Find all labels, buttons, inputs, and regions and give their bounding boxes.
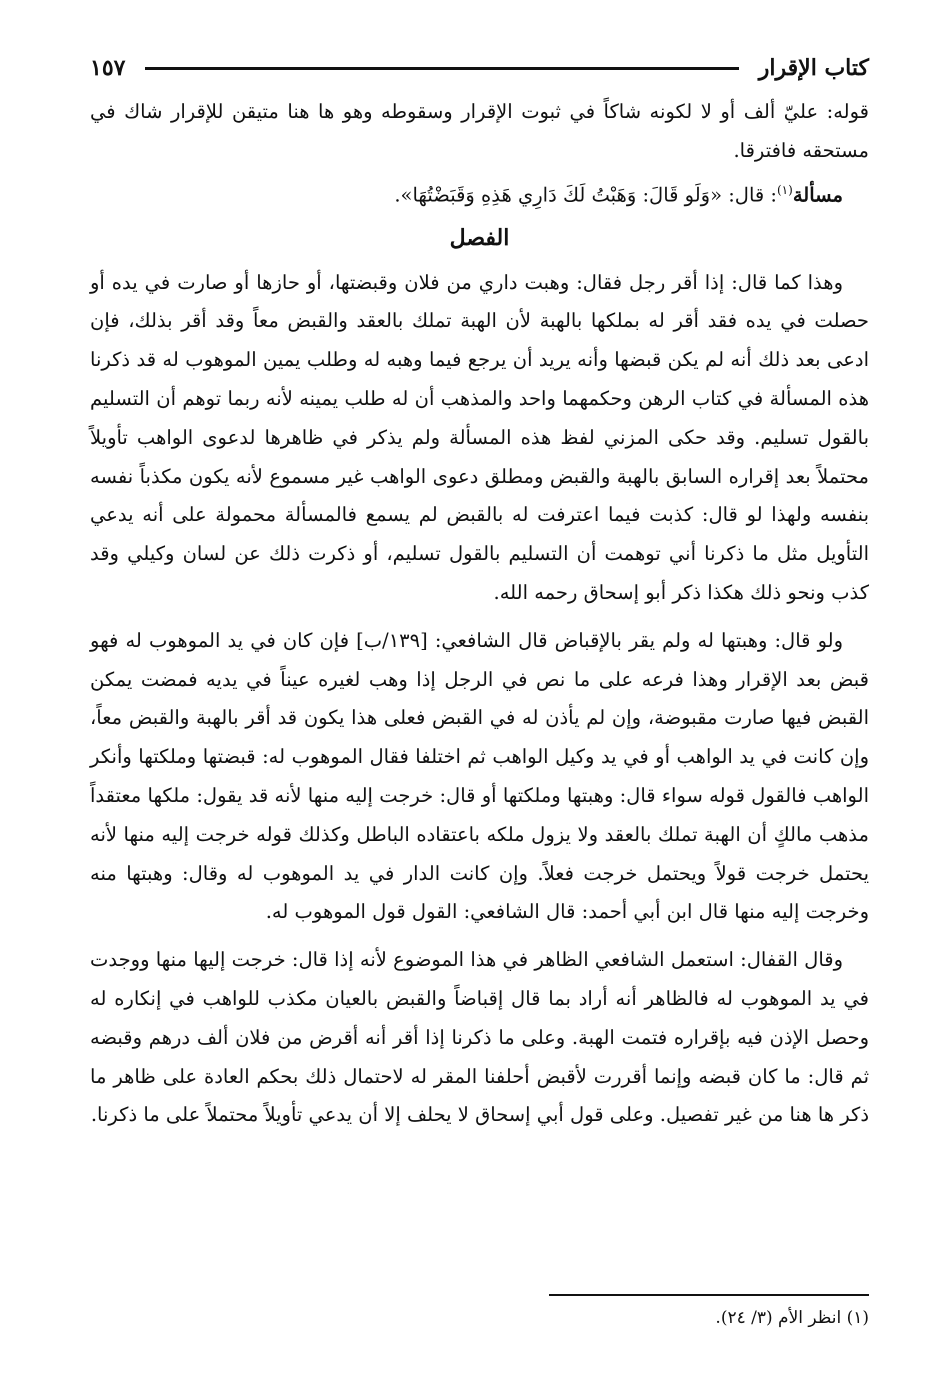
paragraph: وقال القفال: استعمل الشافعي الظاهر في هذا الموضوع لأنه إذا قال: خرجت إليها منها ووجدت في يد الموهوب له فالظاهر أنه أراد بما قال إقباضاً والقبض بالعيان مكذب للواهب في إنكاره له وحصل الإذن فيه بإقراره فتمت الهبة. وعلى ما ذكرنا إذا أقر أنه أقرض من فلان ألف درهم وقبضه ثم قال: ما كان قبضه وإنما أقررت لأقبض أحلفنا المقر له لاحتمال ذلك بحكم العادة على ظاهر ما ذكر ها هنا من غير تفصيل. وعلى قول أبي إسحاق لا يحلف إلا أن يدعي تأويلاً محتملاً على ما ذكرنا. bbox=[90, 948, 869, 1127]
main-text bbox=[90, 93, 869, 1135]
footnote: (١) انظر الأم (٣/ ٢٤). bbox=[715, 1308, 869, 1328]
footnote-reference: (١) bbox=[776, 182, 793, 197]
masala-line bbox=[90, 171, 869, 215]
footnote-rule bbox=[549, 1294, 869, 1296]
paragraph: وهذا كما قال: إذا أقر رجل فقال: وهبت داري من فلان وقبضتها، أو حازها أو صارت في يده أو حصلت في يده فقد أقر له بملكها بالهبة لأن الهبة تملك بالعقد والقبض معاً وقد أقر بذلك، فإن ادعى بعد ذلك أنه لم يكن قبضها وأنه يريد أن يرجع فيما وهبه له وطلب يمين الموهوب له قد ذكرنا هذه المسألة في كتاب الرهن وحكمهما واحد والمذهب أن له طلب يمينه لأنه ربما توهم أن التسليم بالقول تسليم. وقد حكى المزني لفظ هذه المسألة ولم يذكر في ظاهرها لدعوى الواهب تأويلاً محتملاً بعد إقراره السابق بالهبة والقبض ومطلق دعوى الواهب غير مسموع لأنه يكون مكذباً نفسه بنفسه ولهذا لو قال: كذبت فيما اعترفت له بالقبض لم يسمع فالمسألة محمولة على أنه يدعي التأويل مثل ما ذكرنا أني توهمت أن التسليم بالقول تسليم، أو ذكرت ذلك عن لسان وكيلي وقد كذب ونحو ذلك هكذا ذكر أبو إسحاق رحمه الله. bbox=[90, 270, 869, 605]
paragraph: ولو قال: وهبتها له ولم يقر بالإقباض قال الشافعي: [١٣٩/ب] فإن كان في يد الموهوب له فهو قبض بعد الإقرار وهذا فرعه على ما نص في الرجل إذا وهب لغيره عيناً في يديه فمضت يمكن القبض فيها صارت مقبوضة، وإن لم يأذن له في القبض فعلى هذا يكون قد أقر بالهبة والقبض معاً، وإن كانت في يد الواهب أو في يد وكيل الواهب ثم اختلفا فقال الموهوب له: قبضتها وملكتها وأنكر الواهب فالقول قوله سواء قال: وهبتها وملكتها أو قال: خرجت إليه منها لأنه قد يقول: ملكها معتقداً مذهب مالكٍ أن الهبة تملك بالعقد ولا يزول ملكه باعتقاده الباطل وكذلك قوله خرجت إليه منها لأنه يحتمل خرجت قولاً ويحتمل خرجت فعلاً. وإن كانت الدار في يد الموهوب له وقال: وهبتها منه وخرجت إليه منها قال ابن أبي أحمد: قال الشافعي: القول قول الموهوب له. bbox=[90, 628, 869, 924]
paragraph-continuation: قوله: عليّ ألف أو لا لكونه شاكاً في ثبوت الإقرار وسقوطه وهو ها هنا متيقن للإقرار شاك في مستحقه فافترقا. bbox=[90, 100, 869, 162]
masala-label: مسألة bbox=[792, 183, 843, 207]
page-number: ١٥٧ bbox=[90, 55, 126, 81]
masala-quote: : قال: «وَلَو قَالَ: وَهَبْتُ لَكَ دَارِي هَذِهِ وَقَبَضْتُهَا». bbox=[394, 183, 777, 207]
header-rule bbox=[145, 67, 738, 70]
section-heading: الفصل bbox=[449, 224, 510, 251]
page-header bbox=[90, 48, 869, 88]
running-title: كتاب الإقرار bbox=[758, 55, 869, 81]
